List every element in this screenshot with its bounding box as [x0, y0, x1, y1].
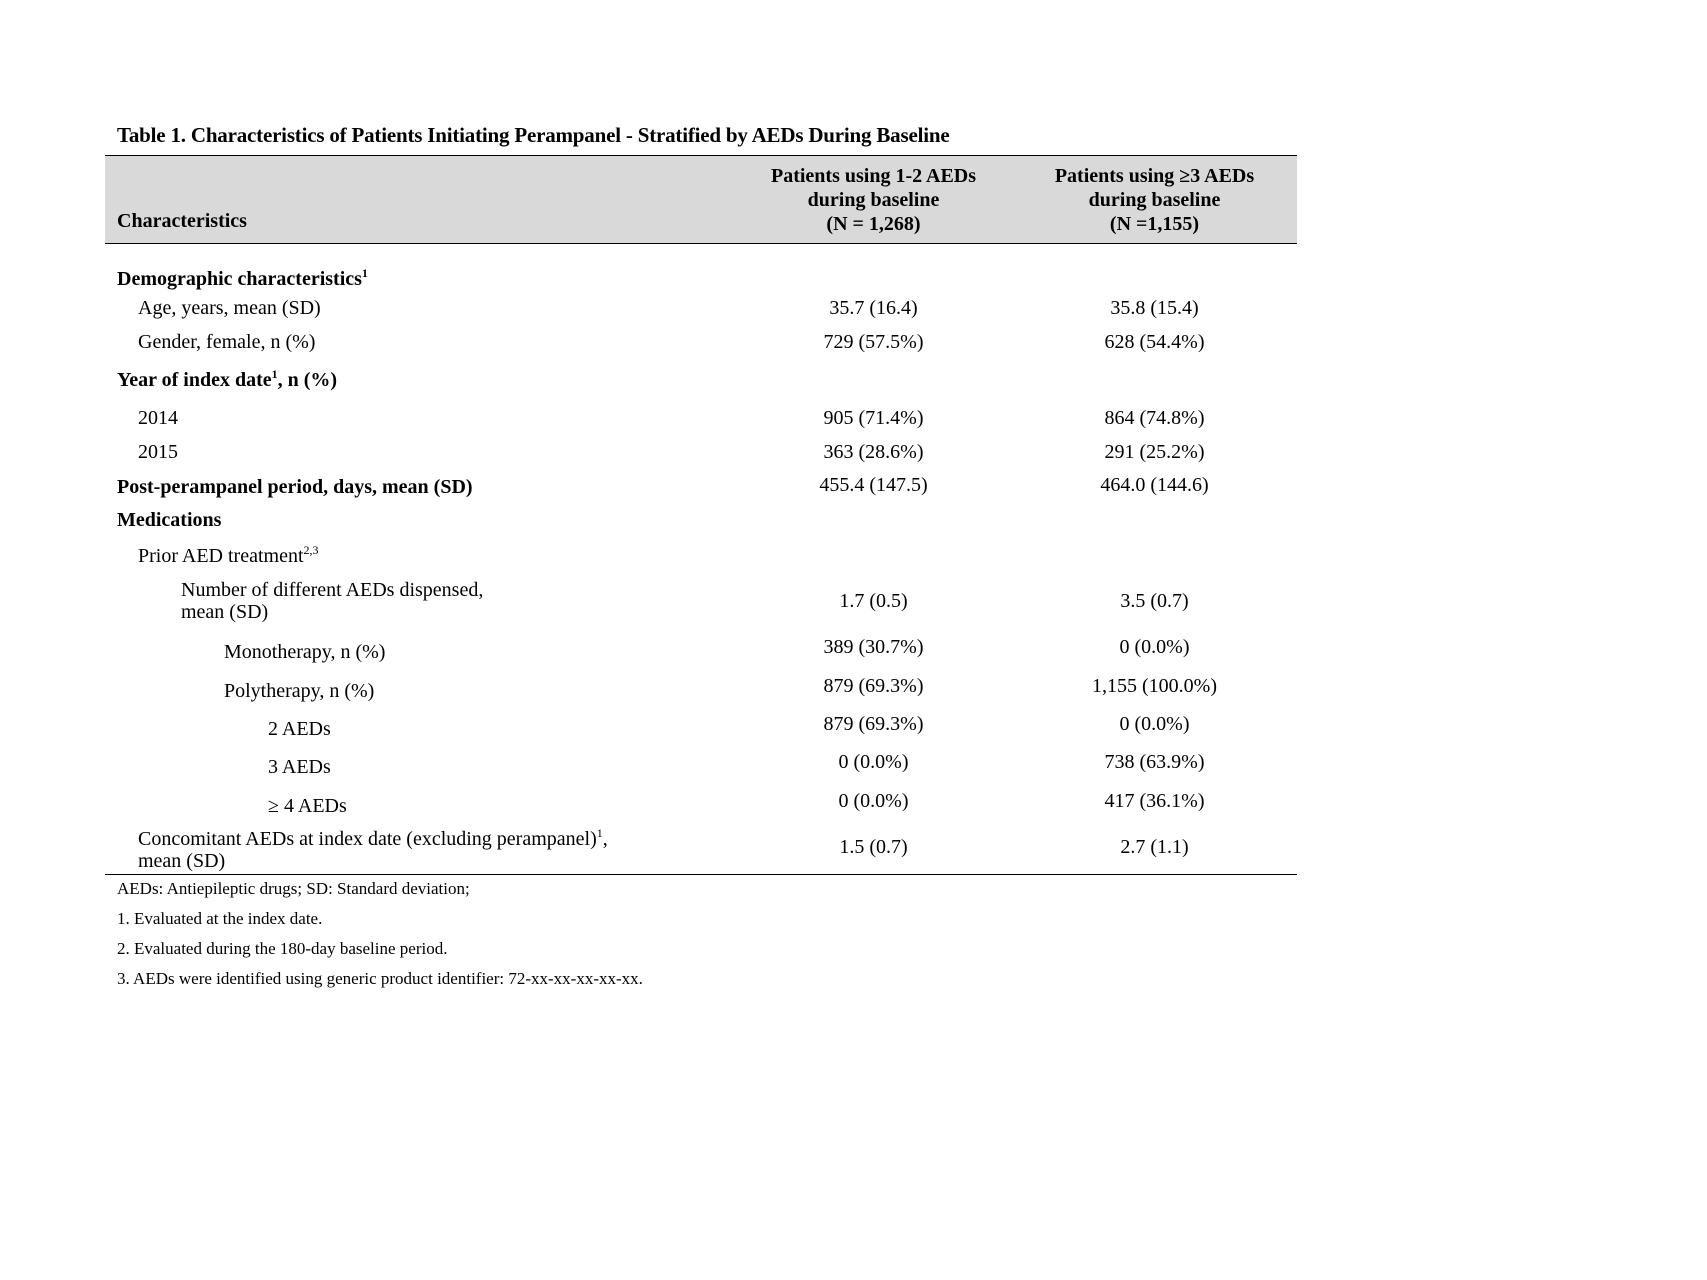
table-row: [105, 400, 1297, 436]
row-label: 3 AEDs: [268, 755, 331, 778]
row-label-line1: Concomitant AEDs at index date (excluding perampanel): [138, 828, 597, 850]
cell-value: 905 (71.4%): [823, 406, 924, 429]
cell-value: 864 (74.8%): [1104, 406, 1205, 429]
section-label-suffix: , n (%): [277, 369, 338, 391]
cell-value: 2.7 (1.1): [1012, 821, 1297, 875]
cell-value: 363 (28.6%): [823, 440, 924, 463]
footnote-ref: 2,3: [303, 542, 319, 557]
table-row: [105, 821, 1297, 875]
section-label: Year of index date: [117, 369, 272, 391]
footnote-ref: 1: [361, 265, 368, 280]
header-group-3plus-aeds: [1012, 156, 1297, 244]
cell-value: 35.7 (16.4): [829, 296, 918, 319]
cell-value: 464.0 (144.6): [1100, 474, 1209, 496]
cell-value: 389 (30.7%): [823, 635, 924, 658]
row-label-concomitant: [105, 821, 735, 875]
cell-value: 0 (0.0%): [1119, 712, 1190, 735]
characteristics-table: [105, 155, 1297, 875]
header-group-1-2-aeds: [735, 156, 1012, 244]
cell-value: 0 (0.0%): [838, 789, 909, 812]
footnote-ref: 1: [596, 826, 603, 840]
row-label: Gender, female, n (%): [138, 331, 316, 353]
header-group1-line2: during baseline: [807, 188, 940, 211]
footnote-ref: 1: [271, 367, 278, 381]
table-row: [105, 575, 1297, 627]
section-medications: Medications: [117, 508, 222, 531]
table-row: [105, 324, 1297, 361]
row-label-text: Prior AED treatment: [138, 544, 304, 567]
row-label: 2 AEDs: [268, 717, 331, 740]
row-label-line1: Number of different AEDs dispensed,: [181, 578, 484, 601]
table-row: [105, 705, 1297, 743]
cell-value: 879 (69.3%): [823, 712, 924, 735]
row-label: 2014: [138, 406, 178, 429]
header-group1-line3: (N = 1,268): [826, 212, 921, 235]
row-label-comma: ,: [602, 828, 608, 850]
cell-value: 417 (36.1%): [1104, 789, 1205, 812]
section-demographic: [105, 244, 735, 292]
row-label-line2: mean (SD): [181, 600, 269, 623]
section-post-perampanel: Post-perampanel period, days, mean (SD): [117, 476, 473, 498]
table-row: [105, 781, 1297, 821]
footnote-1: 1. Evaluated at the index date.: [117, 909, 323, 928]
row-label-numdiff: [105, 575, 735, 627]
cell-value: 3.5 (0.7): [1120, 589, 1189, 612]
row-label: Age, years, mean (SD): [138, 296, 321, 319]
cell-value: 291 (25.2%): [1104, 440, 1205, 463]
table-row: [105, 292, 1297, 324]
table-row: [105, 361, 1297, 400]
table-row: [105, 537, 1297, 575]
cell-value: 1.5 (0.7): [735, 821, 1012, 875]
cell-value: 0 (0.0%): [1119, 635, 1190, 658]
row-label-prior: [105, 537, 735, 575]
header-group1-line1: Patients using 1-2 AEDs: [770, 164, 977, 187]
row-label: Polytherapy, n (%): [224, 679, 375, 702]
cell-value: 729 (57.5%): [823, 331, 924, 353]
table-row: [105, 627, 1297, 667]
cell-value: 0 (0.0%): [838, 750, 909, 773]
table-caption: Table 1. Characteristics of Patients Initiating Perampanel - Stratified by AEDs During Baseline: [117, 123, 950, 147]
cell-value: 1,155 (100.0%): [1092, 674, 1217, 697]
table-container: [105, 123, 1297, 999]
cell-value: 1.7 (0.5): [839, 589, 908, 612]
footnote-abbrev: AEDs: Antiepileptic drugs; SD: Standard deviation;: [117, 879, 470, 898]
table-row: [105, 743, 1297, 781]
cell-value: 879 (69.3%): [823, 674, 924, 697]
footnotes: [117, 879, 1297, 999]
header-characteristics: Characteristics: [105, 156, 735, 244]
header-group2-line1: Patients using ≥3 AEDs: [1054, 164, 1255, 187]
cell-value: 35.8 (15.4): [1110, 296, 1199, 319]
header-group2-line2: during baseline: [1088, 188, 1221, 211]
row-label: ≥ 4 AEDs: [268, 794, 347, 817]
section-year: [105, 361, 735, 400]
cell-value: 455.4 (147.5): [819, 474, 928, 496]
row-label: Monotherapy, n (%): [224, 640, 386, 663]
cell-value: 738 (63.9%): [1104, 750, 1205, 773]
footnote-3: 3. AEDs were identified using generic product identifier: 72-xx-xx-xx-xx-xx.: [117, 969, 643, 988]
row-label: 2015: [138, 440, 178, 463]
table-row: [105, 503, 1297, 537]
header-group2-line3: (N =1,155): [1109, 212, 1200, 235]
table-row: [105, 468, 1297, 503]
section-label: Demographic characteristics: [117, 267, 362, 290]
footnote-2: 2. Evaluated during the 180-day baseline period.: [117, 939, 448, 958]
table-row: [105, 667, 1297, 705]
cell-value: 628 (54.4%): [1104, 331, 1205, 353]
table-row: [105, 436, 1297, 468]
table-row: [105, 244, 1297, 292]
row-label-line2: mean (SD): [138, 850, 226, 872]
table-header-row: [105, 156, 1297, 244]
